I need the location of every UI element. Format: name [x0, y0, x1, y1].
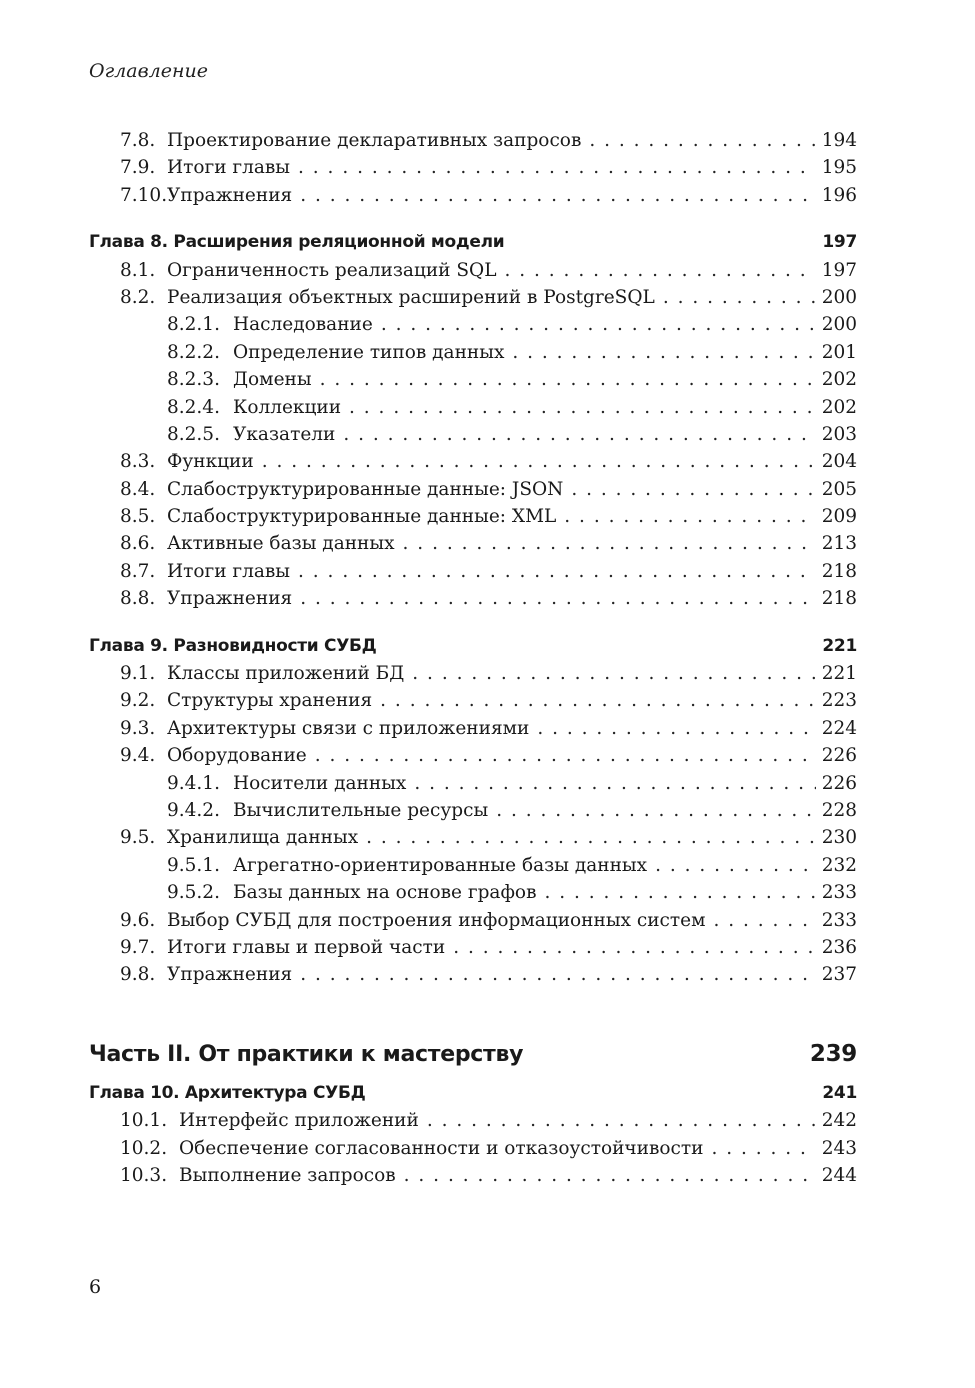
entry-title: Домены: [233, 369, 312, 391]
entry-page: 233: [821, 882, 857, 904]
dot-leader: [349, 394, 816, 421]
toc-entry[interactable]: [89, 660, 857, 687]
entry-number: 8.3.: [120, 451, 156, 473]
entry-title: Агрегатно-ориентированные базы данных: [233, 854, 648, 876]
toc-entry[interactable]: [89, 1135, 857, 1162]
toc-entry[interactable]: [89, 448, 857, 475]
entry-page: 202: [821, 396, 857, 418]
entry-title: Активные базы данных: [167, 533, 395, 555]
entry-number: 8.8.: [120, 588, 156, 610]
dot-leader: [412, 660, 815, 687]
table-of-contents: [89, 127, 857, 1189]
dot-leader: [663, 284, 816, 311]
toc-subentry[interactable]: [89, 339, 857, 366]
toc-entry[interactable]: [89, 182, 857, 209]
entry-title: Слабоструктурированные данные: JSON: [167, 478, 564, 500]
dot-leader: [320, 366, 816, 393]
entry-number: 9.1.: [120, 663, 156, 685]
entry-number: 8.2.5.: [167, 423, 220, 445]
entry-title: Функции: [167, 451, 254, 473]
part-page: 239: [809, 1040, 857, 1067]
entry-number: 8.7.: [120, 560, 156, 582]
entry-number: 8.6.: [120, 533, 156, 555]
entry-title: Упражнения: [167, 588, 293, 610]
entry-title: Определение типов данных: [233, 341, 505, 363]
entry-page: 230: [821, 827, 857, 849]
toc-entry[interactable]: [89, 284, 857, 311]
entry-title: Оборудование: [167, 745, 307, 767]
dot-leader: [564, 503, 815, 530]
toc-subentry[interactable]: [89, 852, 857, 879]
toc-entry[interactable]: [89, 1162, 857, 1189]
part-heading-2[interactable]: [89, 1039, 857, 1070]
entry-page: 194: [821, 130, 857, 151]
entry-page: 201: [821, 341, 857, 363]
entry-number: 8.2.1.: [167, 314, 220, 336]
dot-leader: [404, 1162, 816, 1189]
dot-leader: [714, 907, 816, 934]
entry-title: Указатели: [233, 423, 336, 445]
entry-page: 226: [821, 772, 857, 794]
entry-title: Выбор СУБД для построения информационных систем: [167, 909, 706, 931]
running-head: Оглавление: [89, 60, 209, 82]
entry-page: 209: [821, 506, 857, 528]
entry-page: 236: [821, 936, 857, 958]
toc-entry[interactable]: [89, 824, 857, 851]
dot-leader: [300, 182, 815, 209]
toc-entry[interactable]: [89, 503, 857, 530]
entry-number: 7.8.: [120, 130, 156, 151]
toc-subentry[interactable]: [89, 311, 857, 338]
entry-title: Вычислительные ресурсы: [233, 799, 489, 821]
dot-leader: [298, 154, 816, 181]
chapter-title: Глава 9. Разновидности СУБД: [89, 635, 377, 656]
entry-page: 224: [821, 717, 857, 739]
toc-entry[interactable]: [89, 687, 857, 714]
entry-title: Упражнения: [167, 964, 293, 986]
toc-entry[interactable]: [89, 127, 857, 154]
dot-leader: [403, 530, 816, 557]
dot-leader: [315, 742, 816, 769]
entry-page: 195: [821, 157, 857, 179]
entry-page: 204: [821, 451, 857, 473]
entry-page: 228: [821, 799, 857, 821]
entry-title: Итоги главы: [167, 157, 291, 179]
dot-leader: [655, 852, 816, 879]
entry-number: 8.2.4.: [167, 396, 220, 418]
toc-entry[interactable]: [89, 715, 857, 742]
entry-number: 9.4.2.: [167, 799, 220, 821]
page-number: 6: [89, 1276, 102, 1298]
entry-number: 9.5.1.: [167, 854, 220, 876]
entry-page: 221: [821, 663, 857, 685]
entry-page: 213: [821, 533, 857, 555]
entry-number: 8.4.: [120, 478, 156, 500]
chapter-page: 221: [822, 635, 857, 656]
chapter-page: 241: [822, 1082, 857, 1103]
entry-page: 233: [821, 909, 857, 931]
dot-leader: [571, 476, 815, 503]
entry-page: 237: [821, 964, 857, 986]
entry-page: 197: [821, 259, 857, 281]
dot-leader: [512, 339, 815, 366]
entry-title: Наследование: [233, 314, 373, 336]
toc-entry[interactable]: [89, 934, 857, 961]
toc-subentry[interactable]: [89, 366, 857, 393]
chapter-title: Глава 10. Архитектура СУБД: [89, 1082, 366, 1103]
entry-title: Классы приложений БД: [167, 663, 405, 685]
entry-page: 203: [821, 423, 857, 445]
entry-title: Итоги главы: [167, 560, 291, 582]
entry-title: Коллекции: [233, 396, 342, 418]
entry-title: Хранилища данных: [167, 827, 359, 849]
toc-entry[interactable]: [89, 742, 857, 769]
dot-leader: [414, 770, 815, 797]
entry-number: 9.8.: [120, 964, 156, 986]
entry-page: 218: [821, 560, 857, 582]
dot-leader: [300, 585, 815, 612]
entry-title: Обеспечение согласованности и отказоустойчивости: [179, 1137, 704, 1159]
entry-number: 9.4.1.: [167, 772, 220, 794]
chapter-page: 197: [822, 232, 857, 253]
entry-number: 7.10.: [120, 184, 168, 206]
entry-number: 10.1.: [120, 1110, 168, 1132]
dot-leader: [366, 824, 816, 851]
toc-entry[interactable]: [89, 585, 857, 612]
toc-entry[interactable]: [89, 154, 857, 181]
chapter-heading-10[interactable]: [89, 1080, 857, 1107]
entry-number: 9.5.2.: [167, 882, 220, 904]
entry-page: 200: [821, 314, 857, 336]
dot-leader: [453, 934, 816, 961]
entry-number: 8.1.: [120, 259, 156, 281]
toc-subentry[interactable]: [89, 797, 857, 824]
part-title: Часть II. От практики к мастерству: [89, 1041, 524, 1067]
chapter-heading-8[interactable]: [89, 229, 857, 256]
entry-number: 8.2.: [120, 286, 156, 308]
toc-subentry[interactable]: [89, 770, 857, 797]
entry-number: 10.3.: [120, 1164, 168, 1186]
entry-title: Выполнение запросов: [179, 1164, 396, 1186]
entry-page: 205: [821, 478, 857, 500]
entry-number: 9.6.: [120, 909, 156, 931]
entry-number: 7.9.: [120, 157, 156, 179]
entry-title: Ограниченность реализаций SQL: [167, 259, 497, 281]
dot-leader: [589, 127, 815, 154]
dot-leader: [298, 558, 816, 585]
entry-number: 8.5.: [120, 506, 156, 528]
entry-title: Базы данных на основе графов: [233, 882, 537, 904]
entry-page: 243: [821, 1137, 857, 1159]
toc-entry[interactable]: [89, 1107, 857, 1134]
entry-page: 232: [821, 854, 857, 876]
dot-leader: [381, 311, 816, 338]
toc-entry[interactable]: [89, 476, 857, 503]
entry-number: 9.4.: [120, 745, 156, 767]
entry-page: 218: [821, 588, 857, 610]
toc-entry[interactable]: [89, 530, 857, 557]
dot-leader: [343, 421, 815, 448]
entry-title: Архитектуры связи с приложениями: [167, 717, 530, 739]
entry-title: Проектирование декларативных запросов: [167, 130, 582, 151]
entry-title: Реализация объектных расширений в PostgreSQL: [167, 286, 655, 308]
toc-subentry[interactable]: [89, 394, 857, 421]
entry-title: Итоги главы и первой части: [167, 936, 446, 958]
entry-page: 200: [821, 286, 857, 308]
entry-page: 242: [821, 1110, 857, 1132]
entry-number: 9.5.: [120, 827, 156, 849]
entry-page: 244: [821, 1164, 857, 1186]
entry-page: 196: [821, 184, 857, 206]
entry-page: 223: [821, 690, 857, 712]
entry-title: Интерфейс приложений: [179, 1110, 419, 1132]
dot-leader: [380, 687, 816, 714]
chapter-title: Глава 8. Расширения реляционной модели: [89, 232, 505, 253]
entry-number: 9.7.: [120, 936, 156, 958]
entry-number: 9.3.: [120, 717, 156, 739]
dot-leader: [537, 715, 815, 742]
toc-entry[interactable]: [89, 907, 857, 934]
toc-entry[interactable]: [89, 558, 857, 585]
toc-entry[interactable]: [89, 961, 857, 988]
dot-leader: [300, 961, 815, 988]
entry-number: 8.2.2.: [167, 341, 220, 363]
dot-leader: [262, 448, 816, 475]
dot-leader: [711, 1135, 815, 1162]
toc-subentry[interactable]: [89, 879, 857, 906]
dot-leader: [505, 257, 816, 284]
toc-entry[interactable]: [89, 257, 857, 284]
entry-page: 202: [821, 369, 857, 391]
dot-leader: [545, 879, 816, 906]
entry-title: Носители данных: [233, 772, 407, 794]
dot-leader: [496, 797, 816, 824]
toc-subentry[interactable]: [89, 421, 857, 448]
entry-number: 8.2.3.: [167, 369, 220, 391]
entry-number: 9.2.: [120, 690, 156, 712]
dot-leader: [427, 1107, 816, 1134]
entry-title: Слабоструктурированные данные: XML: [167, 506, 557, 528]
chapter-heading-9[interactable]: [89, 633, 857, 660]
entry-title: Упражнения: [167, 184, 293, 206]
entry-page: 226: [821, 745, 857, 767]
entry-title: Структуры хранения: [167, 690, 373, 712]
entry-number: 10.2.: [120, 1137, 168, 1159]
